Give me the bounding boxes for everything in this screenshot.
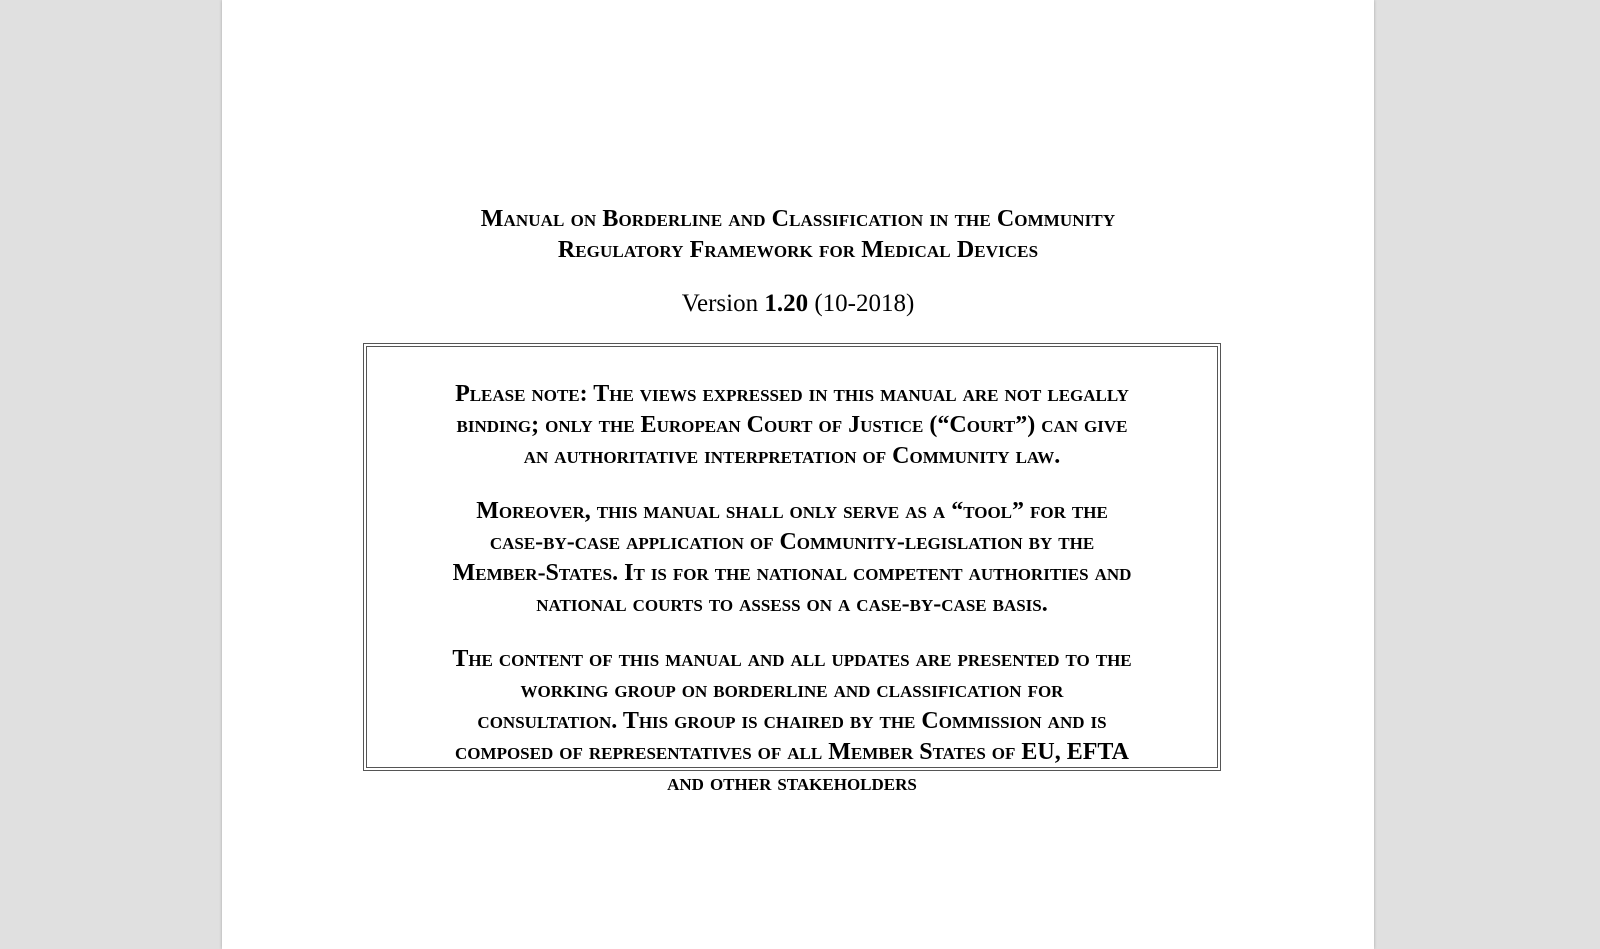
notice-line: Please note: The views expressed in this manual are not legally	[455, 381, 1129, 407]
title-line: Regulatory Framework for Medical Devices	[557, 237, 1039, 263]
notice-line: case-by-case application of Community-legislation by the	[489, 529, 1095, 555]
document-title	[222, 204, 1374, 266]
document-page	[222, 0, 1374, 949]
notice-line: The content of this manual and all updates are presented to the	[452, 646, 1132, 672]
notice-line: composed of representatives of all Member States of EU, EFTA	[455, 739, 1129, 765]
version-number: 1.20	[764, 290, 809, 317]
notice-line: Member-States. It is for the national competent authorities and	[452, 560, 1132, 586]
notice-line: binding; only the European Court of Justice (“Court”) can give	[456, 412, 1128, 438]
notice-line: consultation. This group is chaired by the Commission and is	[477, 708, 1107, 734]
title-line: Manual on Borderline and Classification in the Community	[480, 206, 1116, 232]
version-date: (10-2018)	[814, 290, 915, 317]
notice-line: working group on borderline and classification for	[520, 677, 1064, 703]
notice-line: and other stakeholders	[667, 770, 917, 796]
document-version	[222, 288, 1374, 320]
version-prefix: Version	[681, 290, 759, 317]
legal-notice-box	[363, 343, 1221, 796]
notice-line: an authoritative interpretation of Community law.	[523, 443, 1061, 469]
notice-line: Moreover, this manual shall only serve as a “tool” for the	[476, 498, 1108, 524]
notice-line: national courts to assess on a case-by-case basis.	[536, 591, 1048, 617]
